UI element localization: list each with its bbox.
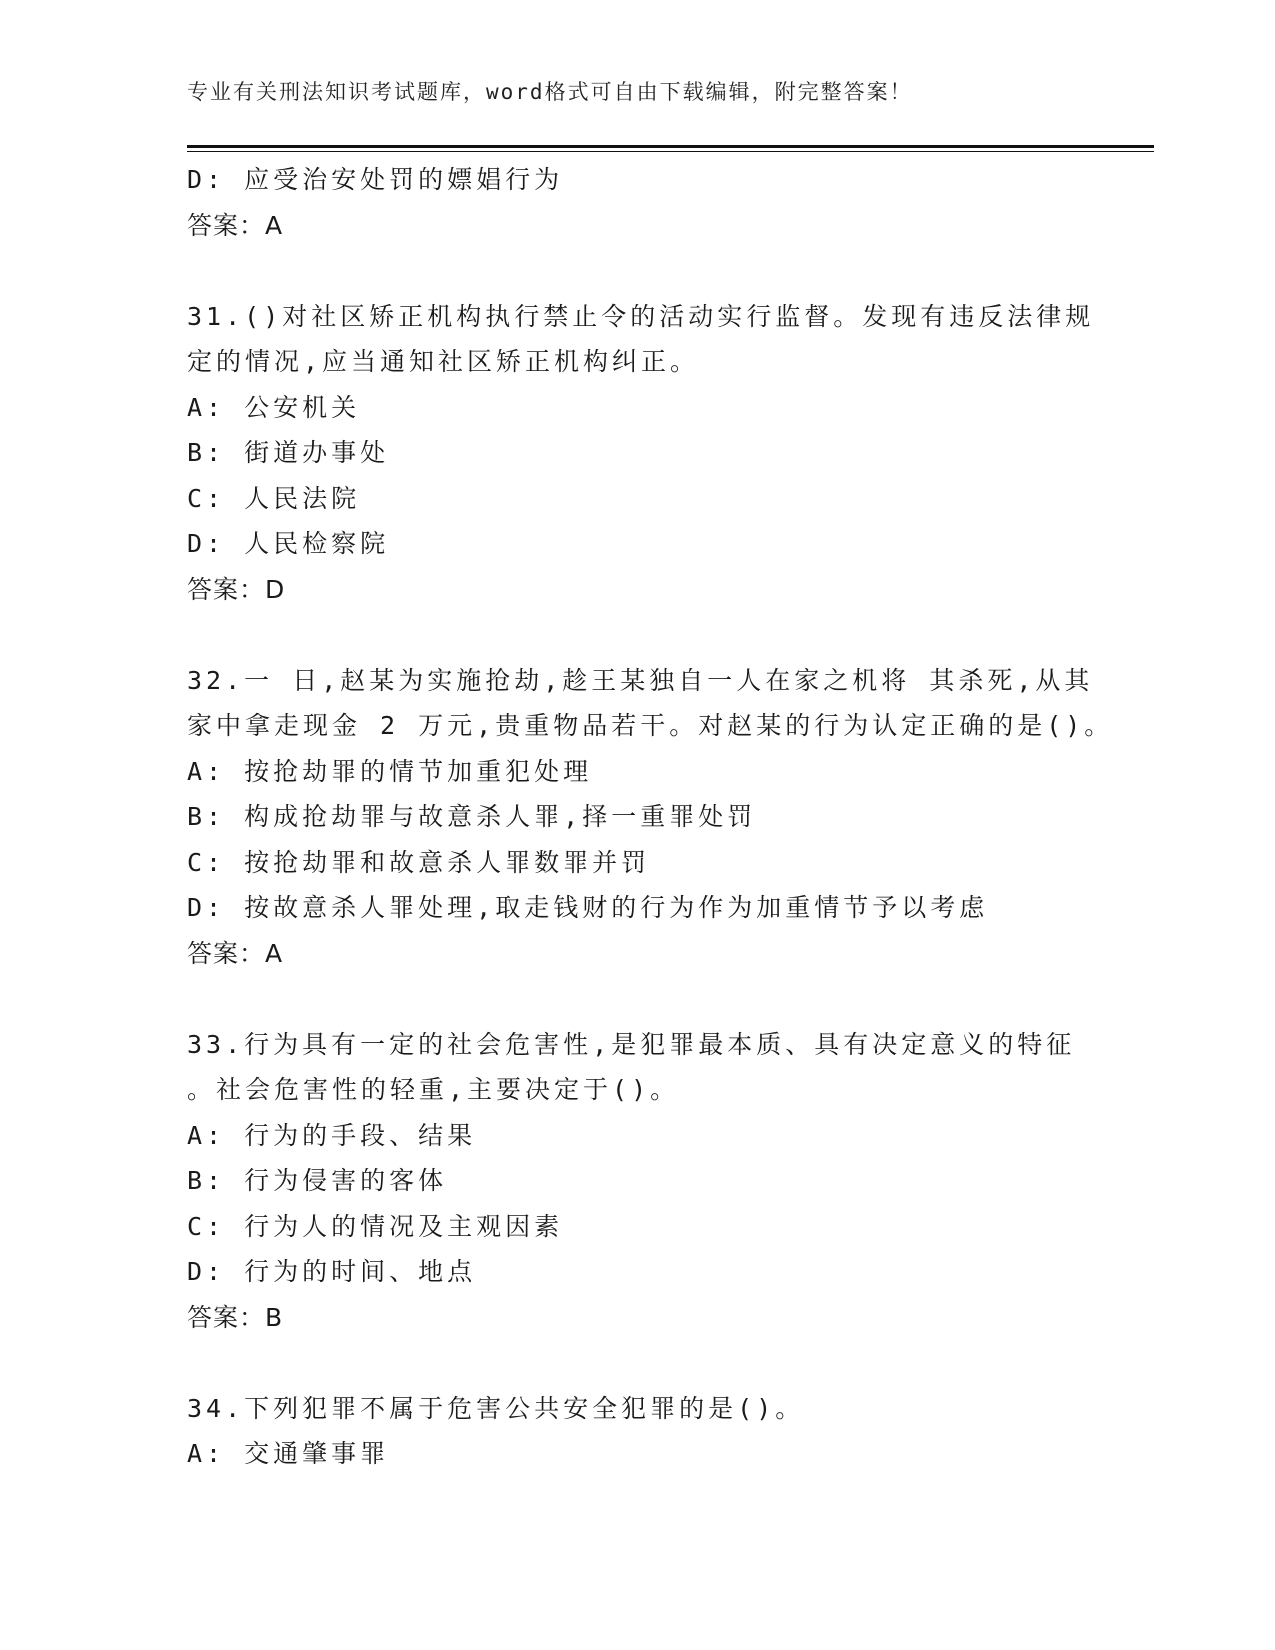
answer: 答案：A <box>187 938 284 968</box>
question-content <box>187 157 1114 1477</box>
option-b: B: 行为侵害的客体 <box>187 1166 448 1195</box>
option-a: A: 交通肇事罪 <box>187 1439 390 1468</box>
spacer <box>187 612 1087 658</box>
option-c: C: 行为人的情况及主观因素 <box>187 1211 564 1241</box>
question-stem-line: 34.下列犯罪不属于危害公共安全犯罪的是()。 <box>187 1393 805 1423</box>
spacer <box>187 1340 1087 1386</box>
option-d: D: 人民检察院 <box>187 529 390 558</box>
question-33 <box>187 1022 1087 1341</box>
question-stem-line: 31.()对社区矫正机构执行禁止令的活动实行监督。发现有违反法律规 <box>187 301 1095 331</box>
header-divider-thin <box>187 151 1154 152</box>
question-32 <box>187 658 1114 977</box>
option-a: A: 行为的手段、结果 <box>187 1120 477 1150</box>
question-stem-line: 33.行为具有一定的社会危害性,是犯罪最本质、具有决定意义的特征 <box>187 1029 1076 1059</box>
question-34 <box>187 1386 1087 1477</box>
option-b: B: 街道办事处 <box>187 438 390 467</box>
prev-answer: 答案：A <box>187 210 284 240</box>
question-31 <box>187 294 1095 613</box>
answer: 答案：B <box>187 1302 284 1332</box>
option-d: D: 按故意杀人罪处理,取走钱财的行为作为加重情节予以考虑 <box>187 893 989 922</box>
spacer <box>187 248 1087 294</box>
question-stem-line: 32.一 日,赵某为实施抢劫,趁王某独自一人在家之机将 其杀死,从其 <box>187 665 1094 695</box>
option-b: B: 构成抢劫罪与故意杀人罪,择一重罪处罚 <box>187 802 757 831</box>
option-d: D: 行为的时间、地点 <box>187 1257 477 1286</box>
option-c: C: 人民法院 <box>187 483 361 513</box>
question-stem-line: 家中拿走现金 2 万元,贵重物品若干。对赵某的行为认定正确的是()。 <box>187 711 1114 740</box>
question-stem-line: 。社会危害性的轻重,主要决定于()。 <box>187 1075 680 1104</box>
header-divider-thick <box>187 145 1154 148</box>
option-a: A: 公安机关 <box>187 392 361 422</box>
spacer <box>187 976 1087 1022</box>
page-header: 专业有关刑法知识考试题库，word格式可自由下载编辑，附完整答案！ <box>187 80 913 104</box>
answer: 答案：D <box>187 574 286 604</box>
prev-option-d: D: 应受治安处罚的嫖娼行为 <box>187 165 564 194</box>
option-a: A: 按抢劫罪的情节加重犯处理 <box>187 756 593 786</box>
option-c: C: 按抢劫罪和故意杀人罪数罪并罚 <box>187 847 651 877</box>
question-stem-line: 定的情况,应当通知社区矫正机构纠正。 <box>187 347 700 376</box>
